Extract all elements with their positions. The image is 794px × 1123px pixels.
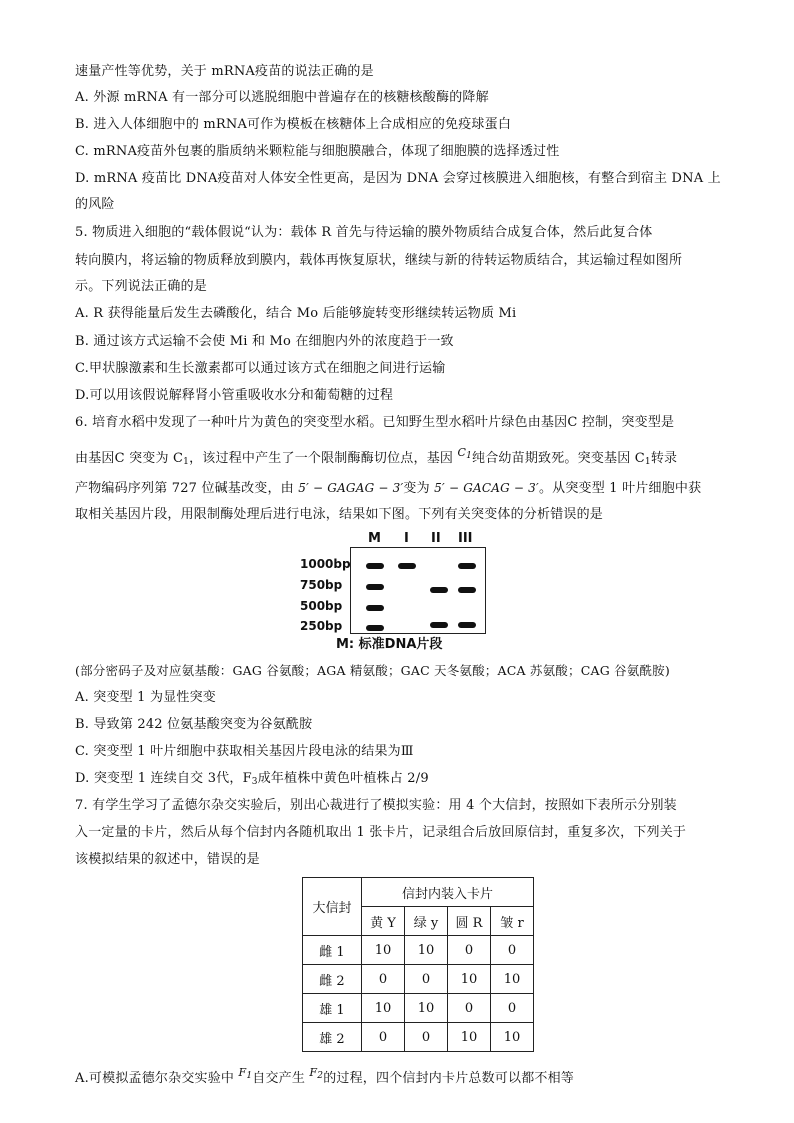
gel-band: [366, 563, 384, 569]
table-row: 雄 2 0 0 10 10: [303, 1023, 534, 1052]
table-corner: 大信封: [303, 878, 362, 936]
gel-band: [430, 622, 448, 628]
text-line: 转向膜内，将运输的物质释放到膜内，载体再恢复原状，继续与新的待转运物质结合，其运输过程如图所: [75, 253, 683, 268]
text-line: 的风险: [75, 197, 115, 212]
option-b: B. 导致第 242 位氨基酸突变为谷氨酰胺: [75, 717, 313, 732]
gel-band: [458, 622, 476, 628]
text-line: 由基因C 突变为 C1，该过程中产生了一个限制酶酶切位点，基因 $^{C1}$纯合幼苗期致死。突变基因 C1转录: [75, 446, 678, 467]
lane-label: I: [404, 531, 409, 546]
gel-band: [458, 587, 476, 593]
text-line: 示。下列说法正确的是: [75, 279, 208, 294]
gel-caption: M: 标准DNA片段: [336, 637, 443, 652]
gel-band: [366, 625, 384, 631]
lane-label: II: [431, 531, 441, 546]
option-d: D.可以用该假说解释肾小管重吸收水分和葡萄糖的过程: [75, 388, 394, 403]
option-a: A.可模拟孟德尔杂交实验中 $^{F1}$自交产生 $^{F2}$的过程，四个信封内卡片总数可以都不相等: [75, 1066, 574, 1086]
bp-label: 750bp: [300, 578, 343, 592]
bp-label: 250bp: [300, 619, 343, 633]
gel-band: [458, 563, 476, 569]
table-row: 雌 1 10 10 0 0: [303, 936, 534, 965]
option-c: C. 突变型 1 叶片细胞中获取相关基因片段电泳的结果为Ⅲ: [75, 744, 414, 759]
lane-label: III: [458, 531, 473, 546]
gel-figure: [300, 531, 490, 660]
option-a: A. 外源 mRNA 有一部分可以逃脱细胞中普遍存在的核糖核酸酶的降解: [75, 90, 489, 105]
bp-label: 500bp: [300, 599, 343, 613]
option-a: A. 突变型 1 为显性突变: [75, 690, 216, 705]
text-line: 产物编码序列第 727 位碱基改变，由 5′ − GAGAG − 3′变为 5′ − GACAG − 3′。从突变型 1 叶片细胞中获: [75, 481, 702, 496]
codon-note: (部分密码子及对应氨基酸：GAG 谷氨酸；AGA 精氨酸；GAC 天冬氨酸；ACA 苏氨酸；CAG 谷氨酰胺): [75, 663, 670, 678]
envelope-table: [302, 877, 534, 1052]
option-a: A. R 获得能量后发生去磷酸化，结合 Mo 后能够旋转变形继续转运物质 Mi: [75, 306, 517, 321]
text-line: 该模拟结果的叙述中，错误的是: [75, 852, 260, 867]
table-group-header: 信封内装入卡片: [362, 878, 534, 907]
option-c: C. mRNA疫苗外包裹的脂质纳米颗粒能与细胞膜融合，体现了细胞膜的选择透过性: [75, 144, 560, 159]
option-b: B. 通过该方式运输不会使 Mi 和 Mo 在细胞内外的浓度趋于一致: [75, 334, 454, 349]
table-col-header: 绿 y: [405, 907, 448, 936]
table-col-header: 圆 R: [448, 907, 491, 936]
text-line: 入一定量的卡片，然后从每个信封内各随机取出 1 张卡片，记录组合后放回原信封，重复多次，下列关于: [75, 825, 687, 840]
question-6-stem: 6. 培育水稻中发现了一种叶片为黄色的突变型水稻。已知野生型水稻叶片绿色由基因C 控制，突变型是: [75, 415, 675, 430]
option-b: B. 进入人体细胞中的 mRNA可作为模板在核糖体上合成相应的免疫球蛋白: [75, 117, 512, 132]
table-col-header: 黄 Y: [362, 907, 405, 936]
gel-band: [366, 584, 384, 590]
table-row: 雌 2 0 0 10 10: [303, 965, 534, 994]
text-line: 速量产性等优势，关于 mRNA疫苗的说法正确的是: [75, 64, 374, 79]
question-7-stem: 7. 有学生学习了孟德尔杂交实验后，别出心裁进行了模拟实验：用 4 个大信封，按照如下表所示分别装: [75, 798, 677, 813]
option-d: D. 突变型 1 连续自交 3代，F3成年植株中黄色叶植株占 2/9: [75, 771, 429, 787]
option-c: C.甲状腺激素和生长激素都可以通过该方式在细胞之间进行运输: [75, 361, 446, 376]
gel-band: [366, 605, 384, 611]
question-5-stem: 5. 物质进入细胞的“载体假说“认为：载体 R 首先与待运输的膜外物质结合成复合体，然后此复合体: [75, 225, 653, 240]
table-row: 雄 1 10 10 0 0: [303, 994, 534, 1023]
table-col-header: 皱 r: [491, 907, 534, 936]
gel-band: [430, 587, 448, 593]
gel-band: [398, 563, 416, 569]
bp-label: 1000bp: [300, 557, 351, 571]
option-d: D. mRNA 疫苗比 DNA疫苗对人体安全性更高，是因为 DNA 会穿过核膜进入细胞核，有整合到宿主 DNA 上: [75, 171, 721, 186]
text-line: 取相关基因片段，用限制酶处理后进行电泳，结果如下图。下列有关突变体的分析错误的是: [75, 507, 604, 522]
lane-label: M: [368, 531, 381, 546]
